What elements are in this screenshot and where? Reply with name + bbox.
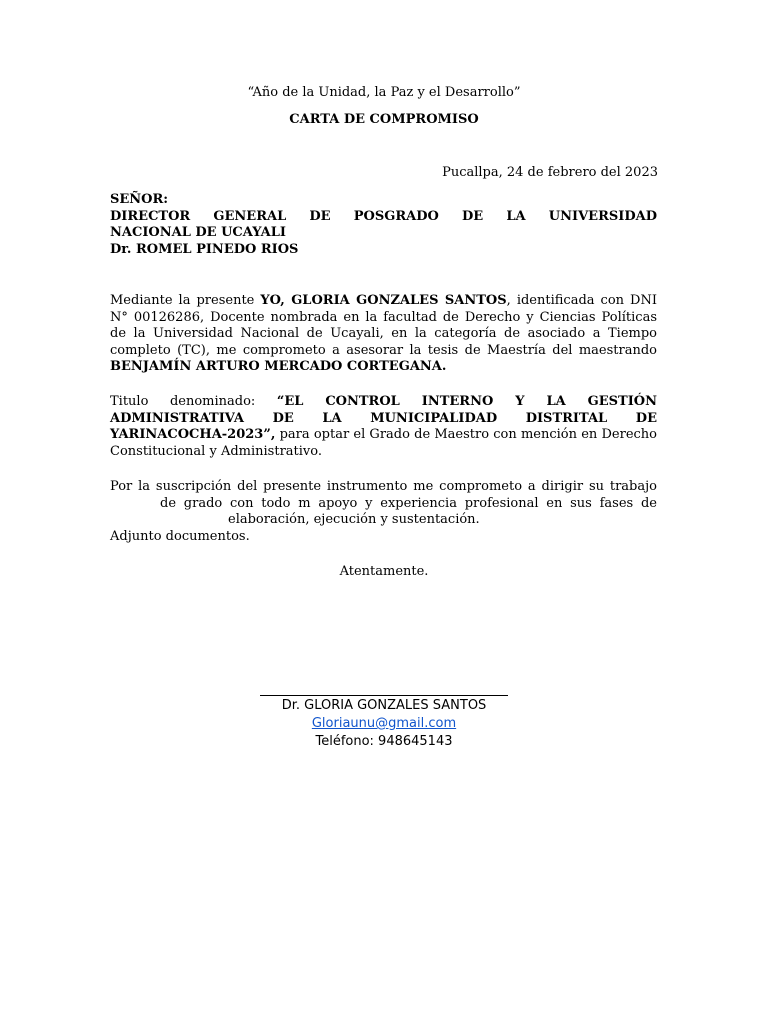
addressee-line-2: NACIONAL DE UCAYALI [110, 225, 286, 240]
advisor-name: YO, GLORIA GONZALES SANTOS [260, 293, 507, 308]
paragraph-2-body: para optar el Grado de Maestro con mención en Derecho Constitucional y Administrativo. [110, 427, 657, 459]
attachment-note: Adjunto documentos. [110, 528, 250, 544]
signer-phone: Teléfono: 948645143 [315, 734, 453, 749]
addressee-line-3: Dr. ROMEL PINEDO RIOS [110, 241, 299, 257]
paragraph-3-part-3: elaboración, ejecución y sustentación. [228, 512, 480, 527]
addressee-line-1: DIRECTOR GENERAL DE POSGRADO DE LA UNIVERSIDAD [110, 208, 657, 224]
salutation: SEÑOR: [110, 192, 169, 207]
thesis-title: “EL CONTROL INTERNO Y LA GESTIÓN ADMINISTRATIVA DE LA MUNICIPALIDAD DISTRITAL DE YARINACOCHA-2023”, [110, 394, 658, 442]
document-title: CARTA DE COMPROMISO [289, 112, 479, 127]
paragraph-subscription [110, 479, 657, 545]
paragraph-2-intro: Titulo denominado: [110, 394, 277, 409]
letter-date: Pucallpa, 24 de febrero del 2023 [442, 165, 658, 180]
signer-email-link[interactable]: Gloriaunu@gmail.com [311, 716, 457, 731]
student-name: BENJAMÍN ARTURO MERCADO CORTEGANA. [110, 359, 447, 374]
paragraph-3-part-1: Por la suscripción del presente instrumento me comprometo a dirigir su trabajo [110, 479, 657, 494]
addressee-block [110, 192, 657, 258]
paragraph-thesis-title [110, 394, 657, 460]
signer-name: Dr. GLORIA GONZALES SANTOS [281, 698, 487, 713]
paragraph-3-part-2: de grado con todo m apoyo y experiencia profesional en sus fases de [160, 495, 657, 511]
paragraph-1-intro: Mediante la presente [110, 293, 261, 308]
paragraph-commitment [110, 293, 657, 376]
signature-line [260, 695, 508, 696]
closing-salutation: Atentamente. [339, 564, 429, 579]
paragraph-1-body: , identificada con DNI N° 00126286, Docente nombrada en la facultad de Derecho y Ciencias Políticas de la Universidad Nacional de Ucayali, en la categoría de asociado a Tiempo completo (TC), me comprometo a asesorar la tesis de Maestría del maestrando [110, 293, 657, 358]
year-motto: “Año de la Unidad, la Paz y el Desarrollo” [247, 85, 521, 100]
